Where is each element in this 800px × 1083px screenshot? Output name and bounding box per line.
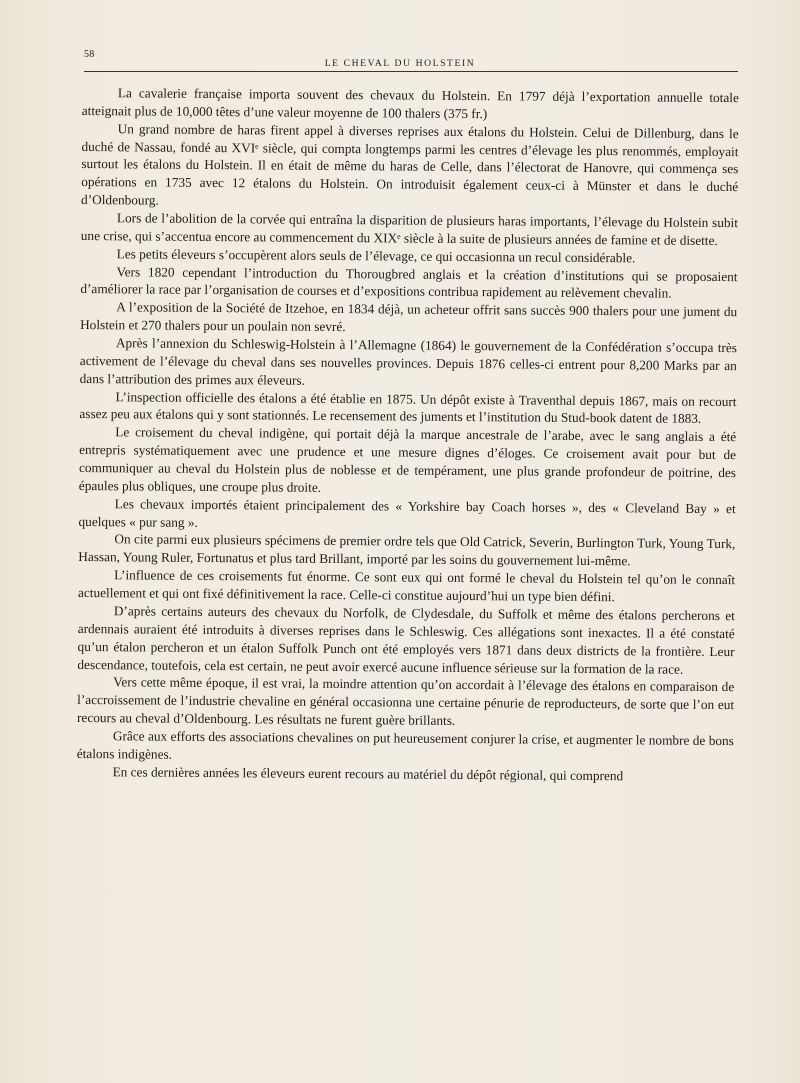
page-number: 58 xyxy=(84,49,95,60)
paragraph: En ces dernières années les éleveurs eurent recours au matériel du dépôt régional, qui comprend xyxy=(112,763,624,783)
body-text xyxy=(77,84,739,786)
paragraph: L’influence de ces croisements fut énorme. Ce sont eux qui ont formé le cheval du Holstein tel qu’on le connaît actuellement et qui ont fixé définitivement la race. Celle-ci constitue aujourd’hui un type bien défini. xyxy=(77,567,736,605)
paragraph: La cavalerie française importa souvent des chevaux du Holstein. En 1797 déjà l’exportation annuelle totale atteignait plus de 10,000 têtes d’une valeur moyenne de 100 thalers (375 fr.) xyxy=(81,85,739,122)
paragraph: D’après certains auteurs des chevaux du Norfolk, de Clydesdale, du Suffolk et même des étalons percherons et ardennais auraient été introduits à diverses reprises dans le Schleswig. Ces allégations sont inexactes. Il a été constaté qu’un étalon percheron et un étalon Suffolk Punch ont été employés vers 1871 dans deux districts de la frontière. Leur descendance, toutefois, cela est certain, ne peut avoir exercé aucune influence sérieuse sur la formation de la race. xyxy=(77,603,735,677)
paragraph: A l’exposition de la Société de Itzehoe, en 1834 déjà, un acheteur offrit sans succès 900 thalers pour une jument du Holstein et 270 thalers pour un poulain non sevré. xyxy=(80,299,738,335)
paragraph: Vers 1820 cependant l’introduction du Thorougbred anglais et la création d’institutions qui se proposaient d’améliorer la race par l’organisation de courses et d’expositions contribua rapidement au relèvement chevalin. xyxy=(80,263,738,302)
paragraph: Après l’annexion du Schleswig-Holstein à l’Allemagne (1864) le gouvernement de la Confédération s’occupa très activement de l’élevage du cheval dans ses nouvelles provinces. Depuis 1876 celles-ci entrent pour 8,200 Marks par an dans l’attribution des primes aux éleveurs. xyxy=(79,335,738,388)
paragraph: Lors de l’abolition de la corvée qui entraîna la disparition de plusieurs haras importants, l’élevage du Holstein subit une crise, qui s’accentua encore au commencement du XIXᵉ siècle à la suite de plusieurs années de famine et de disette. xyxy=(80,210,738,248)
paragraph: L’inspection officielle des étalons a été établie en 1875. Un dépôt existe à Traventhal depuis 1867, mais on recourt assez peu aux étalons qui y sont stationnés. Le recensement des juments et l’institution du Stud-book datent de 1883. xyxy=(79,388,737,427)
paragraph: Un grand nombre de haras firent appel à diverses reprises aux étalons du Holstein. Celui de Dillenburg, dans le duché de Nassau, fondé au XVIᵉ siècle, qui compta longtemps parmi les centres d’élevage les plus renommés, employait surtout les étalons du Holstein. Il en était de même du haras de Celle, dans l’électorat de Hanovre, qui commença ses opérations en 1735 avec 12 étalons du Holstein. On introduisit également ceux-ci à Münster et dans le duché d’Oldenbourg. xyxy=(81,121,739,208)
paragraph: Les petits éleveurs s’occupèrent alors seuls de l’élevage, ce qui occasionna un recul considérable. xyxy=(116,246,636,266)
paragraph: Le croisement du cheval indigène, qui portait déjà la marque ancestrale de l’arabe, avec le sang anglais a été entrepris systématiquement avec une prudence et une mesure dignes d’éloges. Ce croisement avait pour but de communiquer au cheval du Holstein plus de noblesse et de tempérament, une plus grande profondeur de poitrine, des épaules plus obliques, une croupe plus droite. xyxy=(78,424,737,495)
paragraph: On cite parmi eux plusieurs spécimens de premier ordre tels que Old Catrick, Severin, Burlington Turk, Young Turk, Hassan, Young Ruler, Fortunatus et plus tard Brillant, importé par les soins du gouvernement lui-même. xyxy=(78,531,736,569)
paragraph: Grâce aux efforts des associations chevalines on put heureusement conjurer la crise, et augmenter le nombre de bons étalons indigènes. xyxy=(76,728,734,762)
header-rule xyxy=(84,71,738,72)
paragraph: Vers cette même époque, il est vrai, la moindre attention qu’on accordait à l’élevage des étalons en comparaison de l’accroissement de l’industrie chevaline en général occasionna une certaine pénurie de reproducteurs, de sorte que l’on eut recours au cheval d’Oldenbourg. Les résultats ne furent guère brillants. xyxy=(76,674,735,729)
running-title: LE CHEVAL DU HOLSTEIN xyxy=(324,58,476,69)
paragraph: Les chevaux importés étaient principalement des « Yorkshire bay Coach horses », des « Cleveland Bay » et quelques « pur sang ». xyxy=(78,496,736,530)
